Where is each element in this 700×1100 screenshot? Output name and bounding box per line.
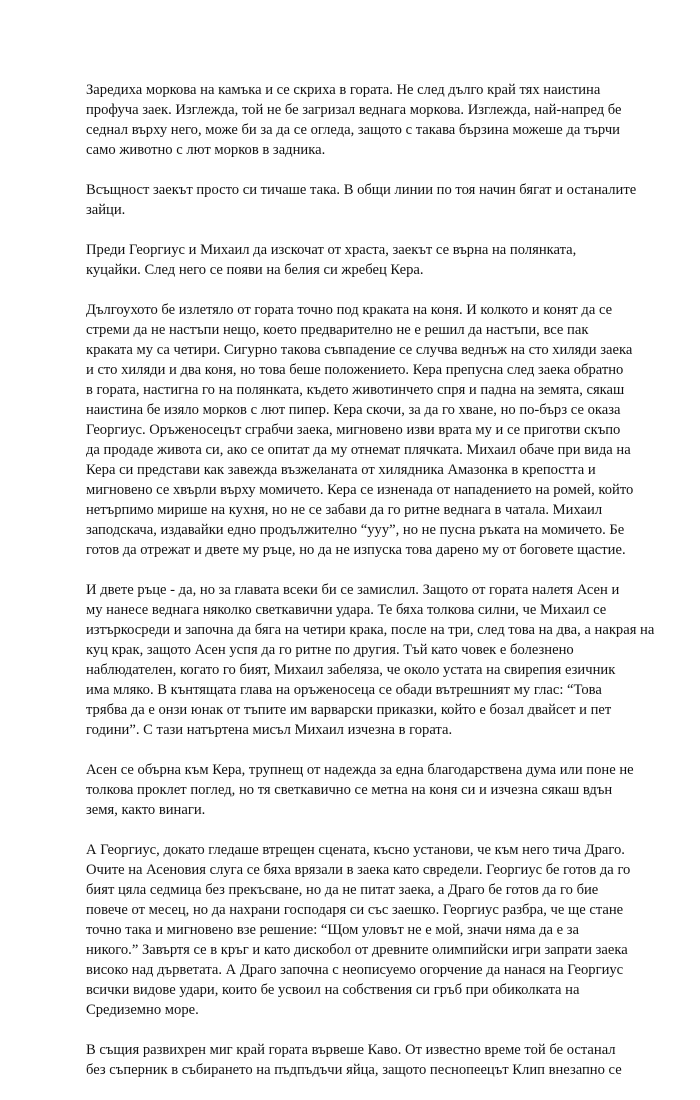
text-line: А Георгиус, докато гледаше втрещен сцената, късно установи, че към него тича Драго. [86,842,625,858]
text-line: краката му са четири. Сигурно такова съвпадение се случва веднъж на сто хиляди заека [86,342,633,358]
text-line: трябва да е онзи юнак от тъпите им варварски приказки, който е бозал двайсет и пет [86,702,612,718]
text-line: зайци. [86,202,126,218]
text-line: наблюдателен, когато го бият, Михаил забеляза, че около устата на свирепия езичник [86,662,616,678]
paragraph [86,240,626,280]
text-line: наистина бе изяло морков с лют пипер. Кера скочи, за да го хване, но по-бърз се оказа [86,402,621,418]
text-line: Всъщност заекът просто си тичаше така. В общи линии по тоя начин бягат и останалите [86,182,637,198]
text-line: само животно с лют морков в задника. [86,142,326,158]
text-line: толкова проклет поглед, но тя светкавично се метна на коня си и изчезна сякаш вдън [86,782,613,798]
text-line: и сто хиляди и два коня, но това беше положението. Кера препусна след заека обратно [86,362,624,378]
text-line: стреми да не настъпи нещо, което предварително не е решил да настъпи, все пак [86,322,589,338]
text-line: заподскача, издавайки едно продължително “ууу”, но не пусна ръката на момичето. Бе [86,522,625,538]
text-line: профуча заек. Изглежда, той не бе загризал веднага моркова. Изглежда, най-напред бе [86,102,622,118]
text-line: в гората, настигна го на полянката, където животинчето спря и падна на земята, сякаш [86,382,625,398]
text-line: Средиземно море. [86,1002,199,1018]
text-line: земя, както винаги. [86,802,206,818]
text-line: Асен се обърна към Кера, трупнещ от надежда за една благодарствена дума или поне не [86,762,634,778]
text-line: има мляко. В кънтящата глава на оръженосеца се обади вътрешният му глас: “Това [86,682,602,698]
text-line: мигновено се хвърли върху момичето. Кера се изненада от нападението на ромей, който [86,482,634,498]
text-line: години”. С тази натъртена мисъл Михаил изчезна в гората. [86,722,453,738]
text-line: готов да отрежат и двете му ръце, но да не изпуска това дарено му от боговете щастие. [86,542,626,558]
text-line: Преди Георгиус и Михаил да изскочат от храста, заекът се върна на полянката, [86,242,577,258]
text-line: всички видове удари, които бе усвоил на собствения си гръб при обиколката на [86,982,580,998]
paragraph [86,300,634,560]
text-line: Очите на Асеновия слуга се бяха врязали в заека като свредели. Георгиус бе готов да го [86,862,631,878]
text-line: нетърпимо миришe на кухня, но не се забави да го ритне веднага в чатала. Михаил [86,502,603,518]
text-line: куцайки. След него се появи на белия си жребец Кера. [86,262,424,278]
text-line: му нанесе веднага няколко светкавични удара. Те бяха толкова силни, че Михаил се [86,602,607,618]
text-line: да продаде живота си, ако се опитат да му отнемат плячката. Михаил обаче при вида на [86,442,631,458]
text-line: куц крак, защото Асен успя да го ритне по другия. Тъй като човек е болезнено [86,642,574,658]
text-line: Георгиус. Оръженосецът сграбчи заека, мигновено изви врата му и се приготви скъпо [86,422,621,438]
text-line: повече от месец, но да нахрани господаря си със заешко. Георгиус разбра, че ще стане [86,902,624,918]
paragraph [86,760,634,820]
text-line: седнал върху него, може би за да се огледа, защото с такава бързина можеше да търчи [86,122,620,138]
text-line: никого.” Завъртя се в кръг и като дискобол от древните олимпийски игри запрати заека [86,942,628,958]
paragraph [86,840,631,1020]
document-body [86,80,655,1100]
paragraph [86,580,655,740]
paragraph [86,180,637,220]
text-line: изтъркосреди и започна да бяга на четири крака, после на три, след това на два, а накрая на [86,622,655,638]
paragraph [86,80,626,160]
text-line: Заредиха моркова на камъка и се скриха в гората. Не след дълго край тях наистина [86,82,601,98]
text-line: високо над дърветата. А Драго започна с неописуемо огорчение да нанася на Георгиус [86,962,624,978]
text-line: бият цяла седмица без прекъсване, но да не питат заека, а Драго бе готов да го бие [86,882,599,898]
text-line: Кера си представи как завежда възжеланата от хилядника Амазонка в крепостта и [86,462,596,478]
text-line: В същия развихрен миг край гората вървеше Каво. От известно време той бе останал [86,1042,616,1058]
text-line: точно така и мигновено взе решение: “Щом уловът не е мой, значи няма да е за [86,922,580,938]
text-line: И двете ръце - да, но за главата всеки би се замислил. Защото от гората налетя Асен и [86,582,620,598]
paragraph [86,1040,626,1080]
text-line: Дългоухото бе излетяло от гората точно под краката на коня. И колкото и конят да се [86,302,613,318]
text-line: без съперник в събирането на пъдпъдъчи яйца, защото песнопеецът Клип внезапно се [86,1062,622,1078]
